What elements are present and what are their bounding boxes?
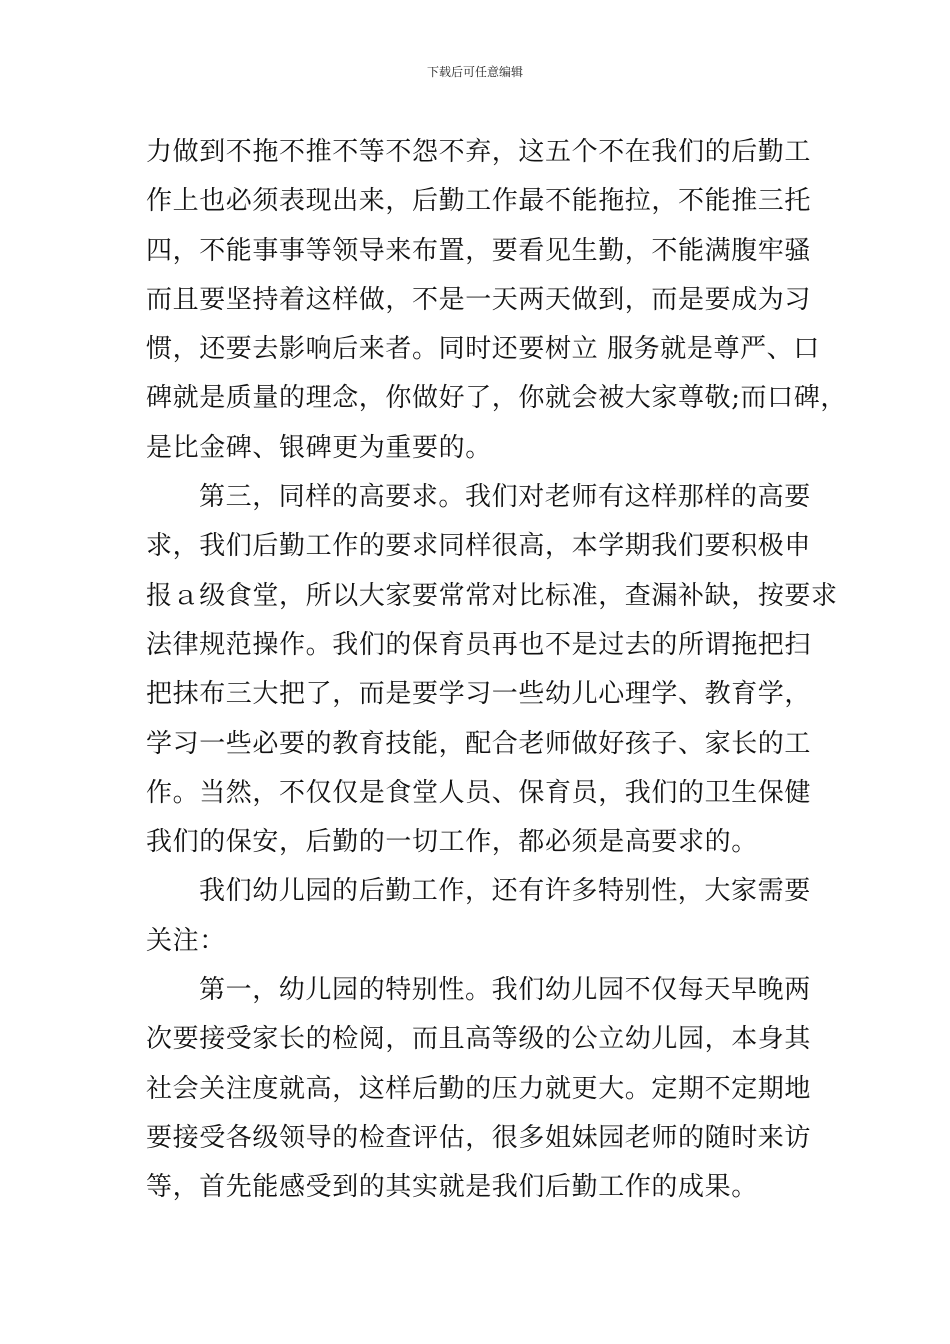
paragraph-first-line: 我们幼儿园的后勤工作，还有许多特别性，大家需要 [199,876,811,907]
text-line: 报ａ级食堂，所以大家要常常对比标准，查漏补缺，按要求 [146,580,838,611]
text-line: 是比金碑、银碑更为重要的。 [146,432,492,463]
paragraph-first-line: 第三，同样的高要求。我们对老师有这样那样的高要 [199,482,811,513]
text-line: 次要接受家长的检阅，而且高等级的公立幼儿园，本身其 [146,1024,812,1055]
text-line: 要接受各级领导的检查评估，很多姐妹园老师的随时来访 [146,1122,812,1153]
text-line: 学习一些必要的教育技能，配合老师做好孩子、家长的工 [146,728,812,759]
text-line: 等，首先能感受到的其实就是我们后勤工作的成果。 [146,1172,758,1203]
text-line: 四，不能事事等领导来布置，要看见生勤，不能满腹牢骚 [146,235,812,266]
text-line: 作上也必须表现出来，后勤工作最不能拖拉，不能推三托 [146,186,812,217]
text-line: 惯，还要去影响后来者。同时还要树立 服务就是尊严、口 [146,334,820,365]
text-line: 把抹布三大把了，而是要学习一些幼儿心理学、教育学， [146,679,812,710]
text-line: 求，我们后勤工作的要求同样很高，本学期我们要积极申 [146,531,812,562]
page-header-note: 下载后可任意编辑 [426,65,523,79]
text-line: 法律规范操作。我们的保育员再也不是过去的所谓拖把扫 [146,629,812,660]
document-body [146,128,847,1213]
paragraph-first-line: 第一，幼儿园的特别性。我们幼儿园不仅每天早晚两 [199,975,811,1006]
text-line: 社会关注度就高，这样后勤的压力就更大。定期不定期地 [146,1073,812,1104]
text-line: 力做到不拖不推不等不怨不弃，这五个不在我们的后勤工 [146,137,812,167]
text-line: 作。当然，不仅仅是食堂人员、保育员，我们的卫生保健 [146,777,812,808]
text-line: 关注： [146,925,226,956]
text-line: 我们的保安，后勤的一切工作，都必须是高要求的。 [146,827,758,858]
text-line: 碑就是质量的理念，你做好了，你就会被大家尊敬;而口碑， [146,383,847,414]
text-line: 而且要坚持着这样做，不是一天两天做到，而是要成为习 [146,284,812,315]
